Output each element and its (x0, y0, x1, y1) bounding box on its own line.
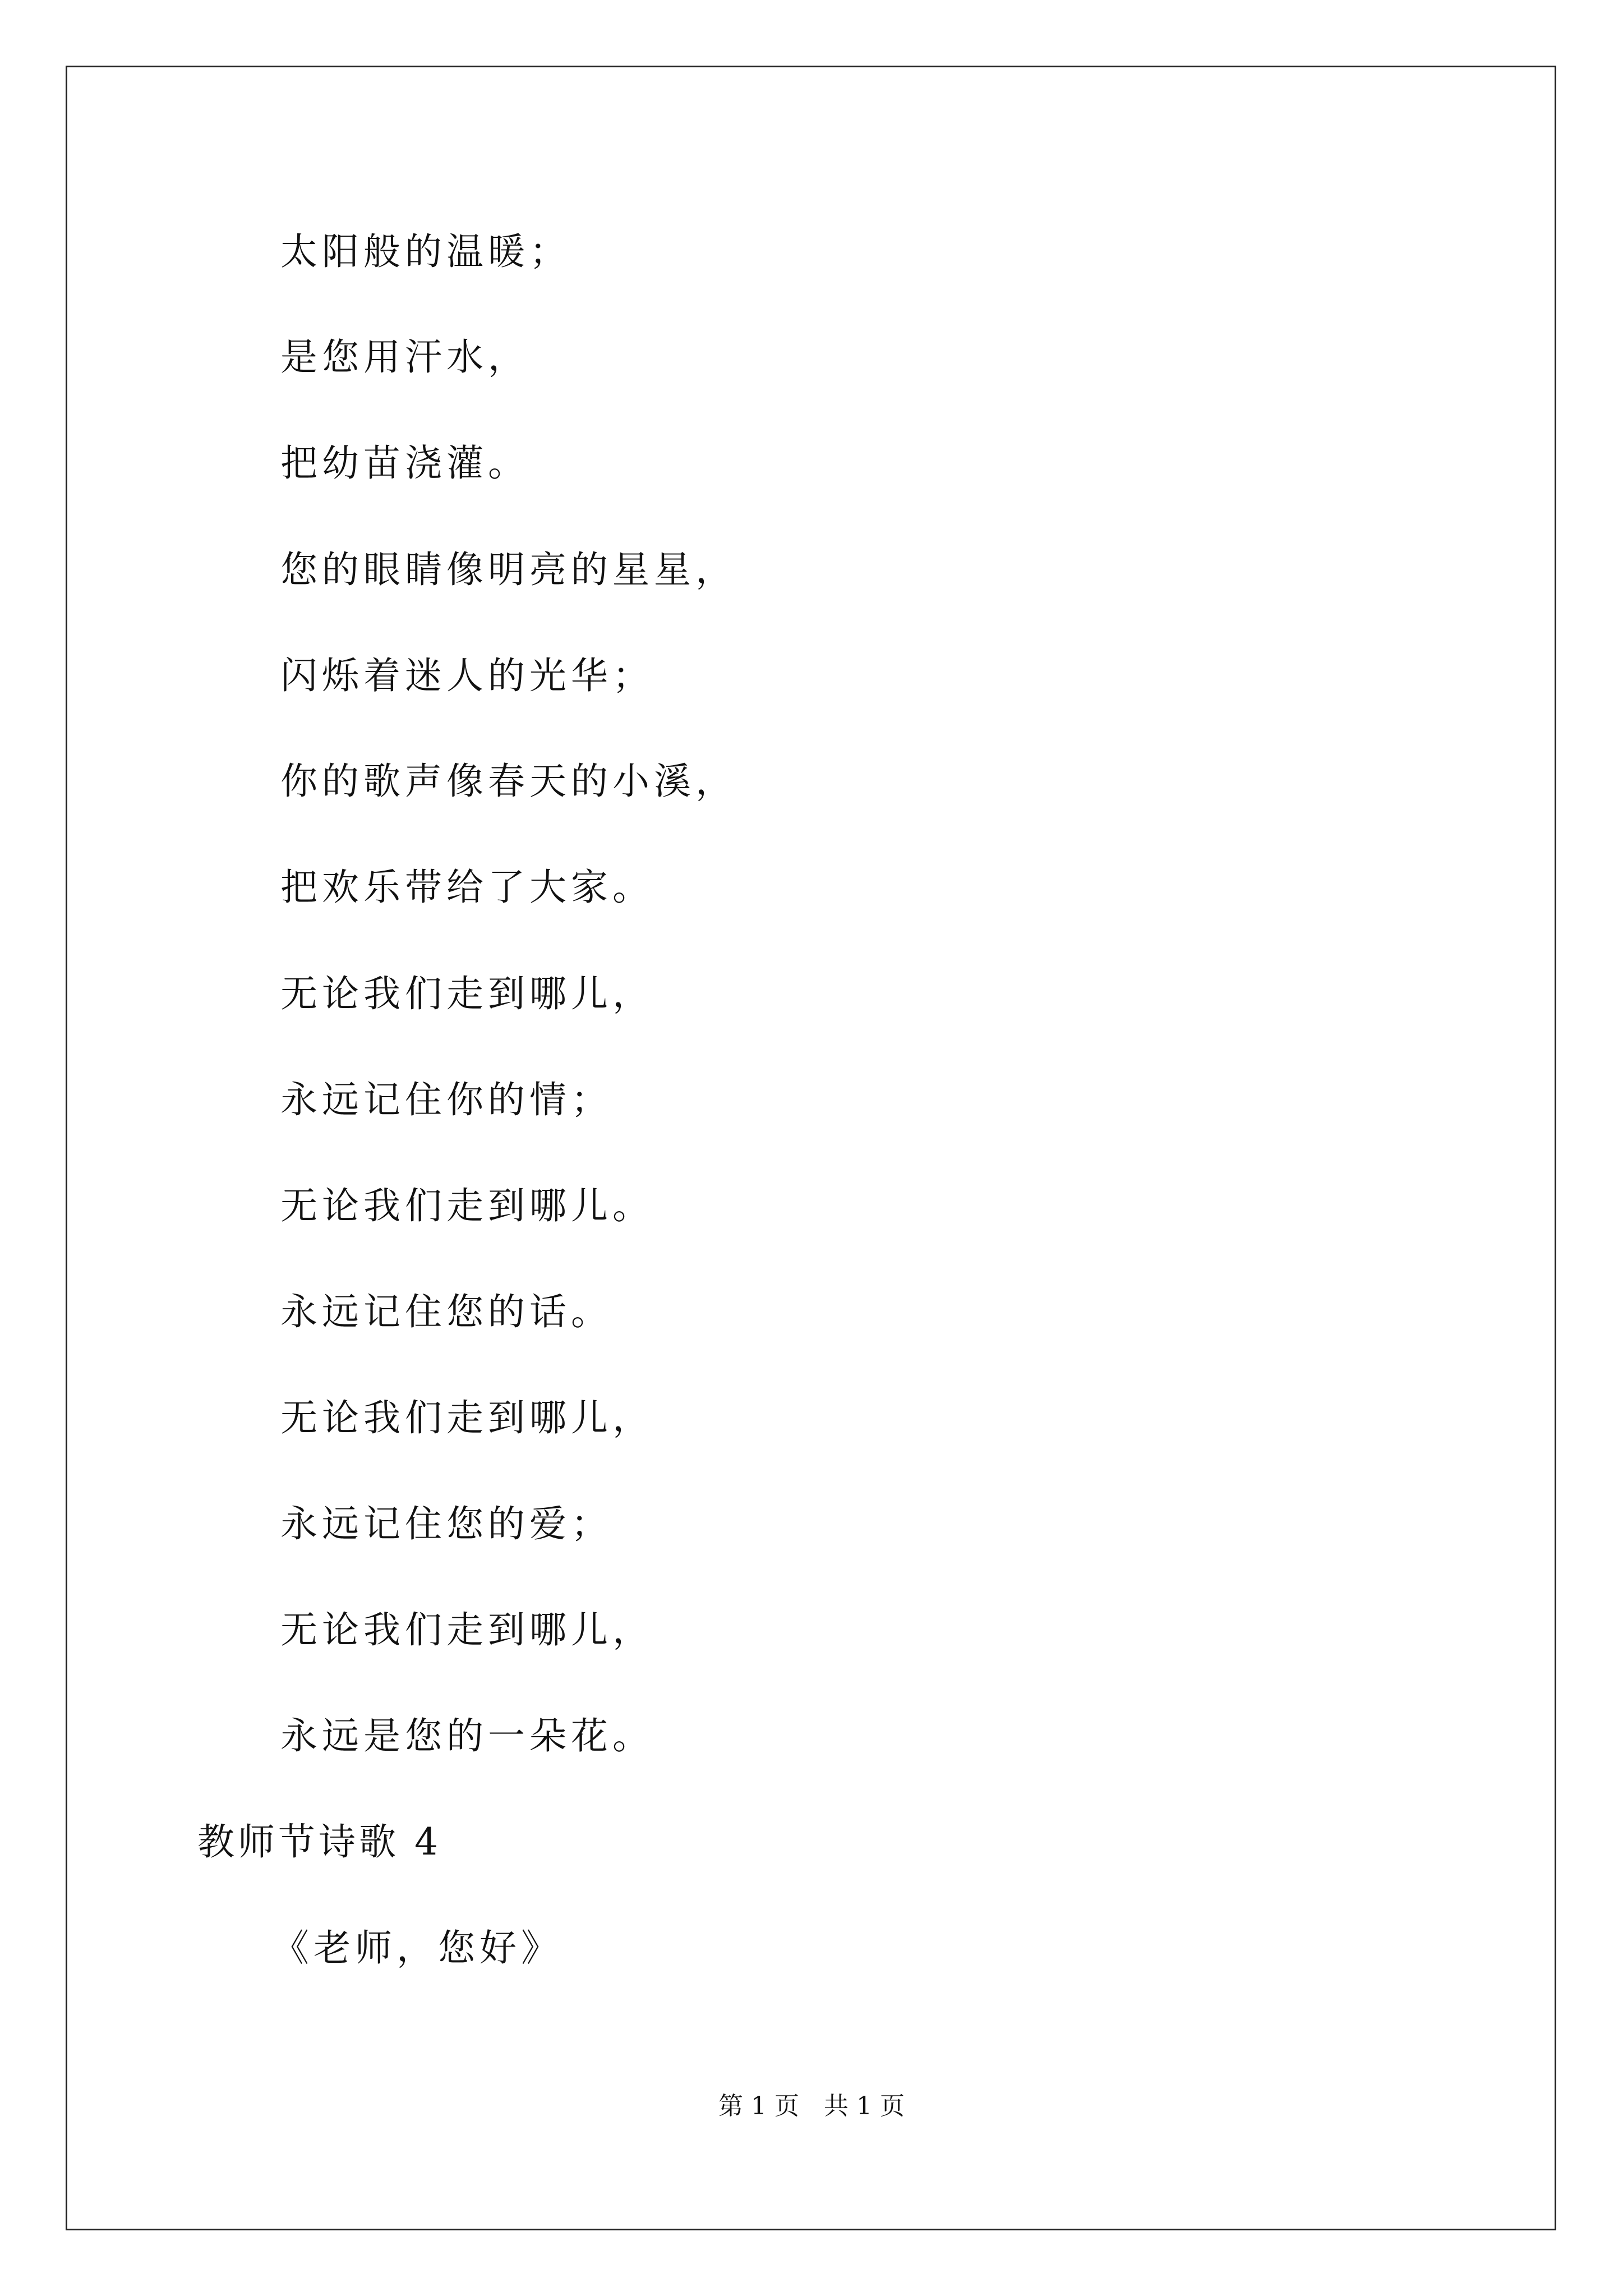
poem-line: 太阳般的温暖； (280, 230, 571, 273)
poem-line: 您的眼睛像明亮的星星， (280, 548, 737, 591)
poem-line: 无论我们走到哪儿。 (280, 1184, 654, 1227)
poem-line: 是您用汗水， (280, 335, 529, 379)
poem-line: 你的歌声像春天的小溪， (280, 760, 737, 803)
section-heading: 教师节诗歌 4 (197, 1820, 441, 1864)
poem-line: 永远记住你的情； (280, 1078, 612, 1121)
poem-line: 无论我们走到哪儿， (280, 1608, 654, 1651)
poem-line: 无论我们走到哪儿， (280, 972, 654, 1015)
page-footer (0, 2091, 1623, 2122)
poem-line: 无论我们走到哪儿， (280, 1396, 654, 1439)
poem-line: 永远记住您的爱； (280, 1502, 612, 1545)
poem-line: 把幼苗浇灌。 (280, 441, 529, 485)
poem-line: 永远记住您的话。 (280, 1290, 612, 1333)
page-border (66, 66, 1556, 2230)
poem-line: 把欢乐带给了大家。 (280, 866, 654, 909)
page-total: 共 1 页 (824, 2092, 905, 2120)
page-number: 第 1 页 (718, 2092, 799, 2120)
poem-line: 闪烁着迷人的光华； (280, 654, 654, 697)
poem-title: 《老师，您好》 (272, 1926, 562, 1970)
poem-line: 永远是您的一朵花。 (280, 1714, 654, 1757)
